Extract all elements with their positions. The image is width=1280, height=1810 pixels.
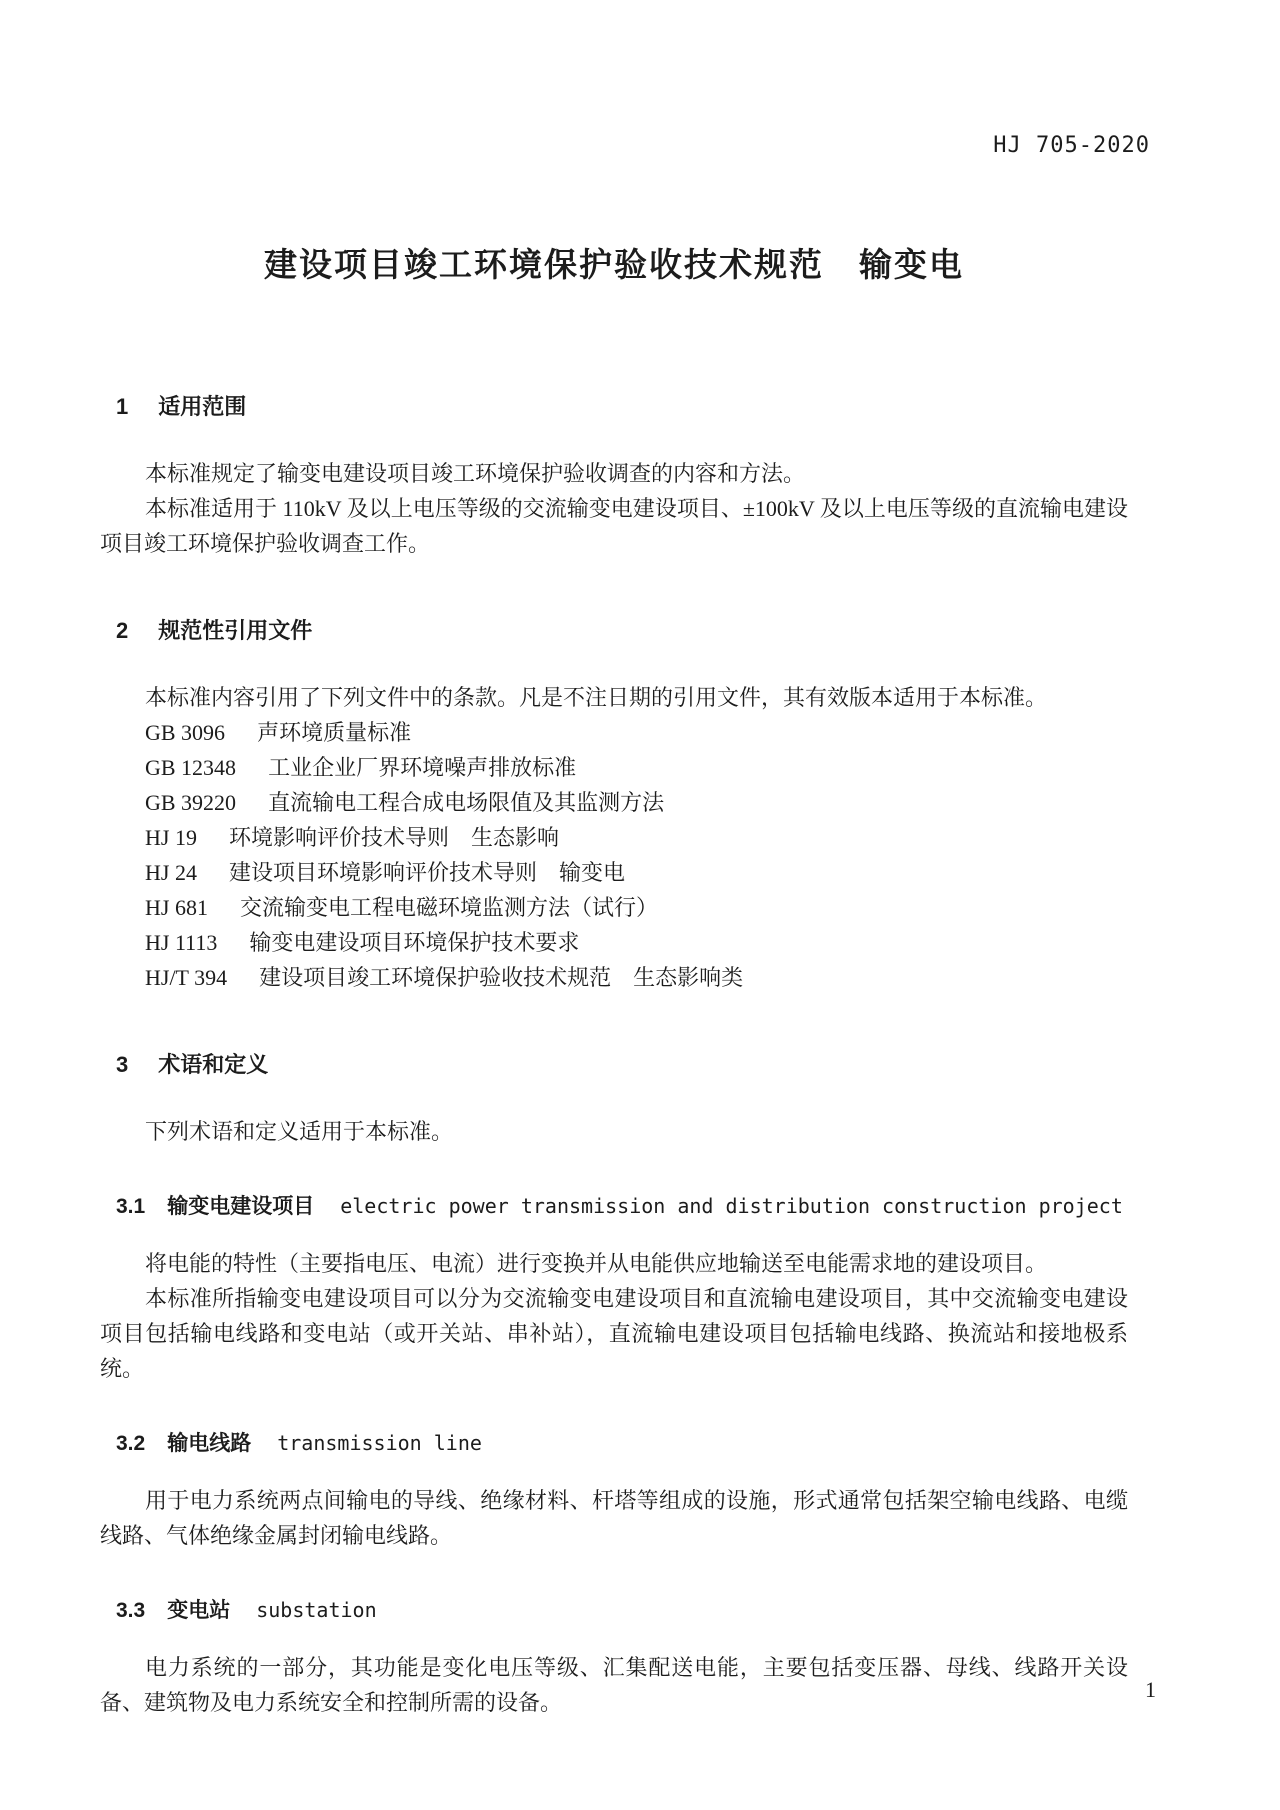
reference-title: 输变电建设项目环境保护技术要求 [249, 930, 580, 955]
term-english: transmission line [277, 1431, 482, 1455]
reference-item [100, 890, 1128, 925]
section-2-heading [100, 613, 1128, 648]
reference-code: GB 39220 [145, 790, 237, 815]
doc-code: HJ 705-2020 [993, 133, 1150, 158]
reference-title: 交流输变电工程电磁环境监测方法（试行） [239, 895, 658, 920]
reference-code: HJ/T 394 [145, 965, 228, 990]
reference-title: 环境影响评价技术导则 生态影响 [228, 825, 559, 850]
reference-item [100, 925, 1128, 960]
section-3-title: 术语和定义 [158, 1052, 269, 1077]
term-3-1-paragraph-1: 将电能的特性（主要指电压、电流）进行变换并从电能供应地输送至电能需求地的建设项目。 [145, 1251, 1048, 1276]
term-chinese: 输电线路 [167, 1432, 252, 1455]
term-3-2-heading [100, 1426, 1128, 1461]
term-number: 3.2 [116, 1432, 146, 1455]
section-3-number: 3 [116, 1052, 129, 1077]
term-3-3-paragraph-1: 电力系统的一部分，其功能是变化电压等级、汇集配送电能，主要包括变压器、母线、线路开关设备、建筑物及电力系统安全和控制所需的设备。 [100, 1655, 1128, 1715]
reference-title: 声环境质量标准 [257, 720, 412, 745]
section-1-heading [100, 389, 1128, 424]
term-number: 3.1 [116, 1195, 146, 1218]
reference-title: 工业企业厂界环境噪声排放标准 [268, 755, 577, 780]
term-3-1-paragraph-2: 本标准所指输变电建设项目可以分为交流输变电建设项目和直流输电建设项目，其中交流输变电建设项目包括输电线路和变电站（或开关站、串补站），直流输电建设项目包括输电线路、换流站和接地极系统。 [100, 1286, 1128, 1381]
section-1-paragraph-1: 本标准规定了输变电建设项目竣工环境保护验收调查的内容和方法。 [145, 461, 806, 486]
term-3-2-paragraph-1: 用于电力系统两点间输电的导线、绝缘材料、杆塔等组成的设施，形式通常包括架空输电线路、电缆线路、气体绝缘金属封闭输电线路。 [100, 1488, 1128, 1548]
reference-item [100, 785, 1128, 820]
term-number: 3.3 [116, 1599, 146, 1622]
page-number: 1 [1145, 1677, 1156, 1702]
term-3-1-heading [100, 1189, 1128, 1224]
reference-code: HJ 19 [145, 825, 197, 850]
section-3-heading [100, 1047, 1128, 1082]
section-1-title: 适用范围 [158, 394, 247, 419]
reference-code: GB 12348 [145, 755, 237, 780]
term-3-3-heading [100, 1593, 1128, 1628]
reference-item [100, 715, 1128, 750]
term-chinese: 变电站 [167, 1599, 231, 1622]
reference-code: GB 3096 [145, 720, 226, 745]
section-2-title: 规范性引用文件 [158, 618, 313, 643]
reference-item [100, 820, 1128, 855]
section-2-paragraph-1: 本标准内容引用了下列文件中的条款。凡是不注日期的引用文件，其有效版本适用于本标准。 [145, 685, 1048, 710]
reference-code: HJ 24 [145, 860, 197, 885]
reference-item [100, 750, 1128, 785]
reference-item [100, 960, 1128, 995]
reference-title: 直流输电工程合成电场限值及其监测方法 [268, 790, 665, 815]
section-1-paragraph-2: 本标准适用于 110kV 及以上电压等级的交流输变电建设项目、±100kV 及以上电压等级的直流输电建设项目竣工环境保护验收调查工作。 [100, 496, 1128, 556]
section-1-number: 1 [116, 394, 129, 419]
term-english: electric power transmission and distribution construction project [340, 1194, 1123, 1218]
section-3-paragraph-1: 下列术语和定义适用于本标准。 [145, 1119, 454, 1144]
term-chinese: 输变电建设项目 [167, 1195, 315, 1218]
reference-title: 建设项目竣工环境保护验收技术规范 生态影响类 [259, 965, 744, 990]
reference-item [100, 855, 1128, 890]
doc-title: 建设项目竣工环境保护验收技术规范 输变电 [264, 246, 964, 283]
reference-code: HJ 681 [145, 895, 208, 920]
section-2-number: 2 [116, 618, 129, 643]
reference-title: 建设项目环境影响评价技术导则 输变电 [228, 860, 625, 885]
reference-code: HJ 1113 [145, 930, 218, 955]
term-english: substation [256, 1598, 377, 1622]
